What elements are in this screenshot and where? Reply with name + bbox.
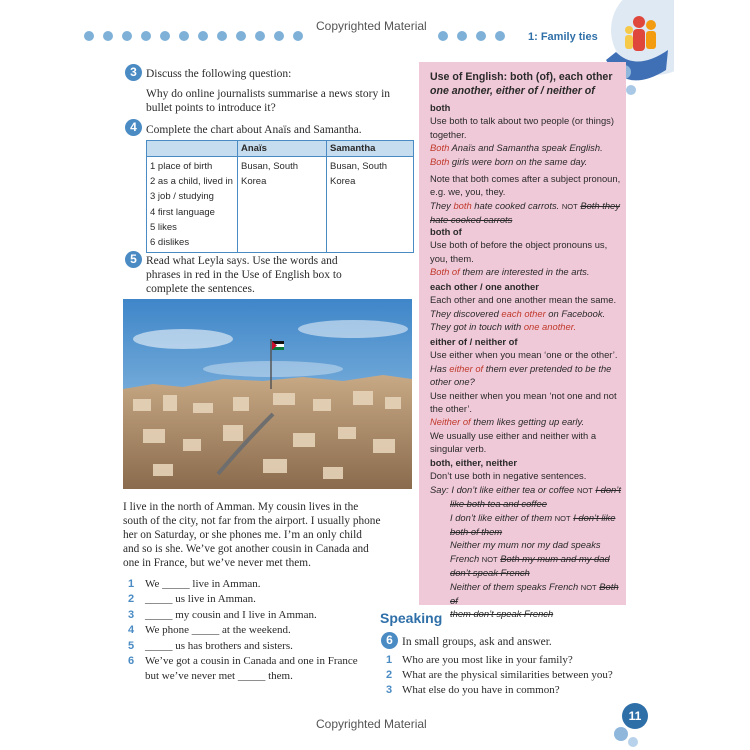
example-text: Anaïs and Samantha speak English. — [449, 142, 603, 154]
passage-line: and so is she. We’ve got another cousin in Canada and — [123, 543, 369, 555]
example-text: hate cooked carrots. — [471, 199, 560, 211]
chart-header-anais: Anaïs — [238, 141, 327, 157]
sentence-item-cont: but we’ve never met _____ them. — [145, 670, 293, 682]
uoe-title — [430, 70, 625, 98]
example-text: They discovered — [430, 307, 502, 319]
strike-text: Both of — [450, 580, 619, 607]
exercise-number-4: 4 — [125, 119, 142, 136]
red-term: each other — [501, 307, 546, 319]
decor-dot — [438, 31, 448, 41]
sentence-item: We _____ live in Amman. — [145, 578, 261, 590]
chart-row-labels — [147, 157, 238, 253]
decor-dot — [122, 31, 132, 41]
decor-dot — [457, 31, 467, 41]
samantha-birth: Busan, South Korea — [330, 161, 388, 188]
passage-line: one in France, but we’ve never met them. — [123, 557, 311, 569]
item-number: 1 — [386, 654, 393, 666]
sentence-item: We’ve got a cousin in Canada and one in France — [145, 655, 358, 667]
both-heading: both — [430, 102, 451, 113]
example-text: girls were born on the same day. — [449, 155, 588, 167]
chart-row-label: 3 job / studying — [150, 191, 214, 203]
passage-line: I live in the north of Amman. My cousin lives in the — [123, 501, 359, 513]
speaking-question: Who are you most like in your family? — [402, 654, 573, 666]
chart-row-label: 2 as a child, lived in — [150, 176, 233, 188]
uoe-either-section — [430, 335, 625, 456]
uoe-line: together. — [430, 128, 467, 140]
uoe-line: Note that both comes after a subject pronoun, — [430, 173, 621, 185]
uoe-line: We usually use either and neither with a — [430, 429, 597, 441]
not-label: NOT — [576, 485, 593, 495]
uoe-line: Don’t use both in negative sentences. — [430, 470, 587, 482]
not-label: NOT — [481, 554, 498, 564]
not-label: NOT — [554, 513, 571, 523]
decor-dot — [274, 31, 284, 41]
q4-title: Complete the chart about Anaïs and Samantha. — [146, 124, 362, 136]
q5-line-1: Read what Leyla says. Use the words and — [146, 255, 338, 267]
uoe-negative-section — [430, 456, 625, 621]
strike-text: hate cooked carrots — [430, 214, 513, 226]
example-text: French — [450, 552, 480, 564]
uoe-line: you, them. — [430, 252, 474, 264]
chart-row-label: 5 likes — [150, 221, 177, 233]
decor-dot — [160, 31, 170, 41]
sentence-item: We phone _____ at the weekend. — [145, 624, 291, 636]
passage-line: south of the city, not far from the airport. I usually phone — [123, 515, 381, 527]
item-number: 5 — [128, 640, 135, 652]
uoe-line: singular verb. — [430, 443, 487, 455]
q3-text-1: Why do online journalists summarise a news story in — [146, 88, 391, 100]
example-text: They — [430, 199, 454, 211]
decor-dot — [236, 31, 246, 41]
example-text: on Facebook. — [545, 307, 606, 319]
decor-dot — [84, 31, 94, 41]
sentence-item: _____ my cousin and I live in Amman. — [145, 609, 317, 621]
example-text: Neither of them speaks French — [450, 580, 579, 592]
item-number: 6 — [128, 655, 135, 667]
strike-text: I don’t — [595, 483, 621, 495]
exercise-number-5: 5 — [125, 251, 142, 268]
decor-dot — [614, 727, 628, 741]
uoe-line: e.g. we, you, they. — [430, 186, 506, 198]
passage-line: her on Saturday, or she phones me. I’m an only child — [123, 529, 362, 541]
decor-dot — [255, 31, 265, 41]
uoe-both-section — [430, 101, 625, 227]
red-term: one another. — [523, 321, 577, 333]
q5-line-3: complete the sentences. — [146, 283, 255, 295]
either-heading: either of / neither of — [430, 336, 518, 347]
page-number: 11 — [622, 703, 648, 729]
red-term: Both — [430, 155, 450, 167]
uoe-line: Use both to talk about two people (or things) — [430, 115, 614, 127]
sentence-item: _____ us live in Amman. — [145, 593, 256, 605]
decor-dot — [103, 31, 113, 41]
speaking-instruction: In small groups, ask and answer. — [402, 636, 552, 648]
chart-header-samantha: Samantha — [327, 141, 414, 157]
decor-dot — [179, 31, 189, 41]
red-term: Both — [430, 142, 450, 154]
red-term: Both of — [430, 266, 460, 278]
uoe-line: Use both of before the object pronouns us, — [430, 239, 608, 251]
decor-dot — [495, 31, 505, 41]
example-text: them likes getting up early. — [470, 416, 585, 428]
decor-dot — [217, 31, 227, 41]
uoe-line: Each other and one another mean the same. — [430, 294, 617, 306]
anais-birth: Busan, South Korea — [241, 161, 299, 188]
q3-text-2: bullet points to introduce it? — [146, 102, 276, 114]
speaking-question: What else do you have in common? — [402, 684, 560, 696]
item-number: 1 — [128, 578, 135, 590]
q3-title: Discuss the following question: — [146, 68, 292, 80]
item-number: 3 — [128, 609, 135, 621]
strike-text: I don’t like — [573, 511, 616, 523]
unit-label: 1: Family ties — [528, 31, 598, 43]
uoe-title-2: one another, either of / neither of — [430, 85, 595, 97]
example-text: Has — [430, 362, 450, 374]
decor-dot — [476, 31, 486, 41]
watermark-bottom: Copyrighted Material — [316, 717, 427, 731]
exercise-number-3: 3 — [125, 64, 142, 81]
red-term: both — [453, 199, 472, 211]
item-number: 2 — [128, 593, 135, 605]
strike-text: Both they — [580, 199, 620, 211]
uoe-title-1: Use of English: both (of), each other — [430, 71, 613, 83]
speaking-heading: Speaking — [380, 610, 443, 626]
uoe-line: Use either when you mean ‘one or the other’. — [430, 349, 618, 361]
decor-dot — [293, 31, 303, 41]
not-label: NOT — [561, 201, 578, 211]
example-text: them ever pretended to be the — [483, 362, 612, 374]
speaking-question: What are the physical similarities between you? — [402, 669, 613, 681]
example-text: other one? — [430, 376, 475, 388]
q5-line-2: phrases in red in the Use of English box to — [146, 269, 342, 281]
uoe-line: the other’. — [430, 403, 473, 415]
strike-text: like both tea and coffee — [450, 498, 547, 510]
decor-dot — [141, 31, 151, 41]
example-text: Neither my mum nor my dad speaks — [450, 539, 601, 551]
strike-text: both of them — [450, 526, 503, 538]
chart-cell-samantha[interactable] — [327, 157, 414, 253]
chart-cell-anais[interactable] — [238, 157, 327, 253]
example-text: Say: I don’t like either tea or coffee — [430, 483, 575, 495]
red-term: either of — [449, 362, 484, 374]
uoe-each-section — [430, 280, 625, 334]
red-term: Neither of — [430, 416, 471, 428]
example-text: them are interested in the arts. — [459, 266, 590, 278]
chart-header-blank — [147, 141, 238, 157]
negative-heading: both, either, neither — [430, 457, 517, 468]
strike-text: don’t speak French — [450, 567, 530, 579]
uoe-bothof-section — [430, 225, 625, 279]
family-chart — [146, 140, 414, 253]
uoe-line: Use neither when you mean ‘not one and not — [430, 389, 617, 401]
each-heading: each other / one another — [430, 281, 539, 292]
chart-row-label: 4 first language — [150, 206, 215, 218]
example-text: I don’t like either of them — [450, 511, 553, 523]
decor-dot — [198, 31, 208, 41]
watermark-top: Copyrighted Material — [316, 19, 427, 33]
example-text: They got in touch with — [430, 321, 524, 333]
bothof-heading: both of — [430, 226, 462, 237]
item-number: 4 — [128, 624, 135, 636]
item-number: 2 — [386, 669, 393, 681]
sentence-item: _____ us has brothers and sisters. — [145, 640, 293, 652]
strike-text: them don’t speak French — [450, 608, 554, 620]
decor-dot — [628, 737, 638, 747]
exercise-number-6: 6 — [381, 632, 398, 649]
item-number: 3 — [386, 684, 393, 696]
strike-text: Both my mum and my dad — [500, 552, 610, 564]
amman-city-photo — [123, 299, 412, 489]
not-label: NOT — [580, 582, 597, 592]
chart-row-label: 6 dislikes — [150, 237, 190, 249]
page-number-badge — [600, 703, 660, 750]
chart-row-label: 1 place of birth — [150, 161, 213, 172]
